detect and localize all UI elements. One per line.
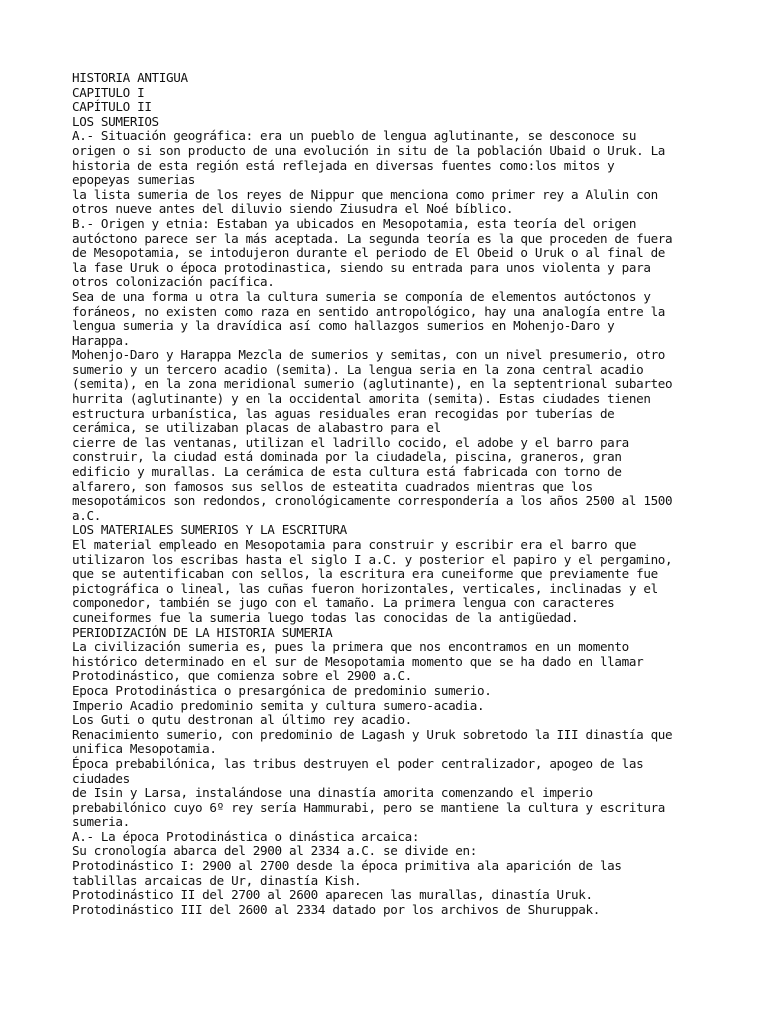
- text-line: Los Guti o qutu destronan al último rey acadio.: [72, 712, 412, 728]
- text-line: LOS MATERIALES SUMERIOS Y LA ESCRITURA: [72, 522, 347, 538]
- text-line: sumerio y un tercero acadio (semita). La lengua seria en la zona central acadio: [72, 361, 644, 377]
- text-line: tablillas arcaicas de Ur, dinastía Kish.: [72, 872, 362, 888]
- text-line: Protodinástico I: 2900 al 2700 desde la época primitiva ala aparición de las: [72, 858, 622, 874]
- text-line: autóctono parece ser la más aceptada. La segunda teoría es la que proceden de fuera: [72, 230, 673, 246]
- text-line: La civilización sumeria es, pues la primera que nos encontramos en un momento: [72, 639, 629, 655]
- text-line: lengua sumeria y la dravídica así como hallazgos sumerios en Mohenjo-Daro y: [72, 318, 615, 334]
- text-line: Época prebabilónica, las tribus destruyen el poder centralizador, apogeo de las: [72, 755, 644, 771]
- text-line: unifica Mesopotamia.: [72, 741, 217, 757]
- text-line: epopeyas sumerias: [72, 172, 195, 188]
- text-line: mesopotámicos son redondos, cronológicamente correspondería a los años 2500 al 1500: [72, 493, 673, 509]
- text-line: B.- Origen y etnia: Estaban ya ubicados en Mesopotamia, esta teoría del origen: [72, 215, 637, 231]
- text-line: hurrita (aglutinante) y en la occidental amorita (semita). Estas ciudades tienen: [72, 391, 651, 407]
- text-line: HISTORIA ANTIGUA: [72, 70, 188, 85]
- text-line: Protodinástico, que comienza sobre el 2900 a.C.: [72, 668, 412, 684]
- text-line: la fase Uruk o época protodinastica, siendo su entrada para unos violenta y para: [72, 259, 651, 275]
- text-line: cierre de las ventanas, utilizan el ladrillo cocido, el adobe y el barro para: [72, 434, 629, 450]
- text-line: que se autentificaban con sellos, la escritura era cuneiforme que previamente fue: [72, 566, 658, 582]
- document-page: [72, 71, 762, 932]
- text-line: LOS SUMERIOS: [72, 113, 159, 129]
- text-line: CAPÍTULO II: [72, 99, 152, 115]
- text-line: Protodinástico II del 2700 al 2600 aparecen las murallas, dinastía Uruk.: [72, 887, 593, 903]
- text-line: pictográfica o lineal, las cuñas fueron horizontales, verticales, inclinadas y el: [72, 580, 658, 596]
- text-line: prebabilónico cuyo 6º rey sería Hammurabi, pero se mantiene la cultura y escritura: [72, 799, 666, 815]
- text-line: a.C.: [72, 507, 101, 523]
- text-line: utilizaron los escribas hasta el siglo I a.C. y posterior el papiro y el pergamino,: [72, 551, 673, 567]
- text-line: A.- Situación geográfica: era un pueblo de lengua aglutinante, se desconoce su: [72, 128, 637, 144]
- text-line: (semita), en la zona meridional sumerio (aglutinante), en la septentrional subarteo: [72, 376, 673, 392]
- text-line: otros colonización pacífica.: [72, 274, 275, 290]
- text-line: ciudades: [72, 770, 130, 786]
- text-line: Sea de una forma u otra la cultura sumeria se componía de elementos autóctonos y: [72, 288, 651, 304]
- text-line: de Mesopotamia, se intodujeron durante el periodo de El Obeid o Uruk o al final de: [72, 245, 666, 261]
- text-line: construir, la ciudad está dominada por la ciudadela, piscina, graneros, gran: [72, 449, 622, 465]
- text-line: historia de esta región está reflejada en diversas fuentes como:los mitos y: [72, 157, 615, 173]
- text-line: foráneos, no existen como raza en sentido antropológico, hay una analogía entre la: [72, 303, 666, 319]
- text-line: Protodinástico III del 2600 al 2334 datado por los archivos de Shuruppak.: [72, 901, 600, 917]
- text-line: PERIODIZACIÓN DE LA HISTORIA SUMERIA: [72, 624, 333, 640]
- text-line: Renacimiento sumerio, con predominio de Lagash y Uruk sobretodo la III dinastía que: [72, 726, 673, 742]
- text-line: componedor, también se jugo con el tamaño. La primera lengua con caracteres: [72, 595, 615, 611]
- text-line: estructura urbanística, las aguas residuales eran recogidas por tuberías de: [72, 405, 615, 421]
- text-line: A.- La época Protodinástica o dinástica arcaica:: [72, 828, 420, 844]
- text-line: histórico determinado en el sur de Mesopotamia momento que se ha dado en llamar: [72, 653, 644, 669]
- text-line: cerámica, se utilizaban placas de alabastro para el: [72, 420, 441, 436]
- text-line: sumeria.: [72, 814, 130, 830]
- text-line: Mohenjo-Daro y Harappa Mezcla de sumerios y semitas, con un nivel presumerio, otro: [72, 347, 666, 363]
- text-line: [72, 917, 762, 932]
- text-line: Epoca Protodinástica o presargónica de predominio sumerio.: [72, 682, 492, 698]
- text-line: origen o si son producto de una evolución in situ de la población Ubaid o Uruk. La: [72, 142, 666, 158]
- text-line: El material empleado en Mesopotamia para construir y escribir era el barro que: [72, 537, 637, 552]
- text-line: de Isin y Larsa, instalándose una dinastía amorita comenzando el imperio: [72, 785, 593, 801]
- text-line: alfarero, son famosos sus sellos de esteatita cuadrados mientras que los: [72, 478, 593, 494]
- text-line: Harappa.: [72, 332, 130, 348]
- text-line: otros nueve antes del diluvio siendo Ziusudra el Noé bíblico.: [72, 201, 514, 217]
- text-line: la lista sumeria de los reyes de Nippur que menciona como primer rey a Alulin con: [72, 186, 658, 202]
- text-line: edificio y murallas. La cerámica de esta cultura está fabricada con torno de: [72, 464, 622, 480]
- text-line: Su cronología abarca del 2900 al 2334 a.C. se divide en:: [72, 843, 477, 859]
- text-line: Imperio Acadio predominio semita y cultura sumero-acadia.: [72, 697, 485, 713]
- text-line: CAPITULO I: [72, 84, 145, 100]
- text-line: cuneiformes fue la sumeria luego todas las conocidas de la antigüedad.: [72, 609, 579, 625]
